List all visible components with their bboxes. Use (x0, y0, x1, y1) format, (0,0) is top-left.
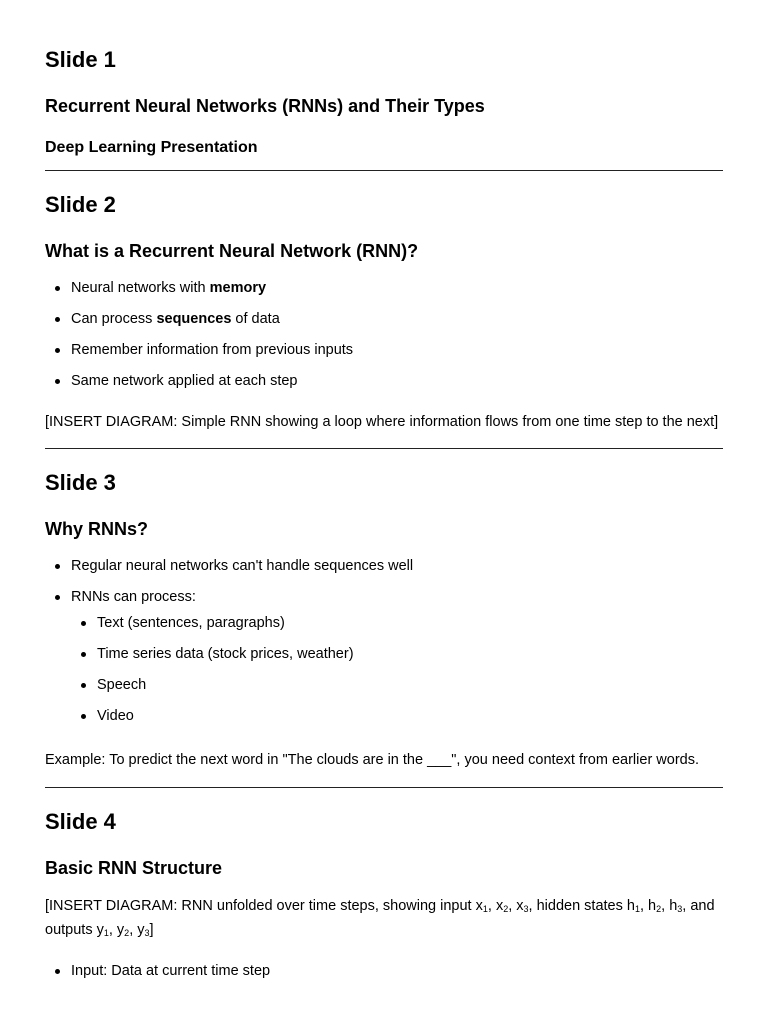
list-item: Input: Data at current time step (45, 961, 270, 992)
list-item: Can process sequences of data (45, 309, 353, 340)
slide-1-title: Slide 1 (45, 47, 116, 72)
list-item: Neural networks with memory (45, 278, 353, 309)
list-item: RNNs can process: (45, 587, 413, 613)
slide-3-example: Example: To predict the next word in "The clouds are in the ___", you need context from earlier words. (45, 752, 700, 768)
sub-list-item: Time series data (stock prices, weather) (45, 644, 413, 675)
sub-list-item: Video (45, 706, 413, 737)
slide-3-heading: Why RNNs? (45, 519, 148, 539)
divider (45, 170, 723, 171)
slide-1-subheading: Deep Learning Presentation (45, 139, 258, 156)
slide-3-title: Slide 3 (45, 470, 116, 495)
divider (45, 787, 723, 788)
slide-2-title: Slide 2 (45, 192, 116, 217)
slide-2-bullet-list (45, 278, 353, 402)
slide-1-heading: Recurrent Neural Networks (RNNs) and Their Types (45, 96, 485, 116)
sub-list-item: Text (sentences, paragraphs) (45, 613, 413, 644)
slide-4-heading: Basic RNN Structure (45, 858, 223, 878)
list-item: Same network applied at each step (45, 371, 353, 402)
slide-2-diagram-note: [INSERT DIAGRAM: Simple RNN showing a loop where information flows from one time step to the next] (45, 414, 719, 430)
slide-2-heading: What is a Recurrent Neural Network (RNN)? (45, 241, 419, 261)
divider (45, 448, 723, 449)
slide-4-diagram-note: [INSERT DIAGRAM: RNN unfolded over time steps, showing input $x_1$, $x_2$, $x_3$, hidden states $h_1$, $h_2$, $h_3$, and outputs $y_1$, $y_2$, $y_3$] (45, 898, 715, 938)
list-item: Regular neural networks can't handle sequences well (45, 556, 413, 587)
list-item: Remember information from previous inputs (45, 340, 353, 371)
slide-4-bullet-list (45, 961, 270, 992)
sub-list-item: Speech (45, 675, 413, 706)
slide-4-title: Slide 4 (45, 809, 116, 834)
slide-3-bullet-list (45, 556, 413, 737)
